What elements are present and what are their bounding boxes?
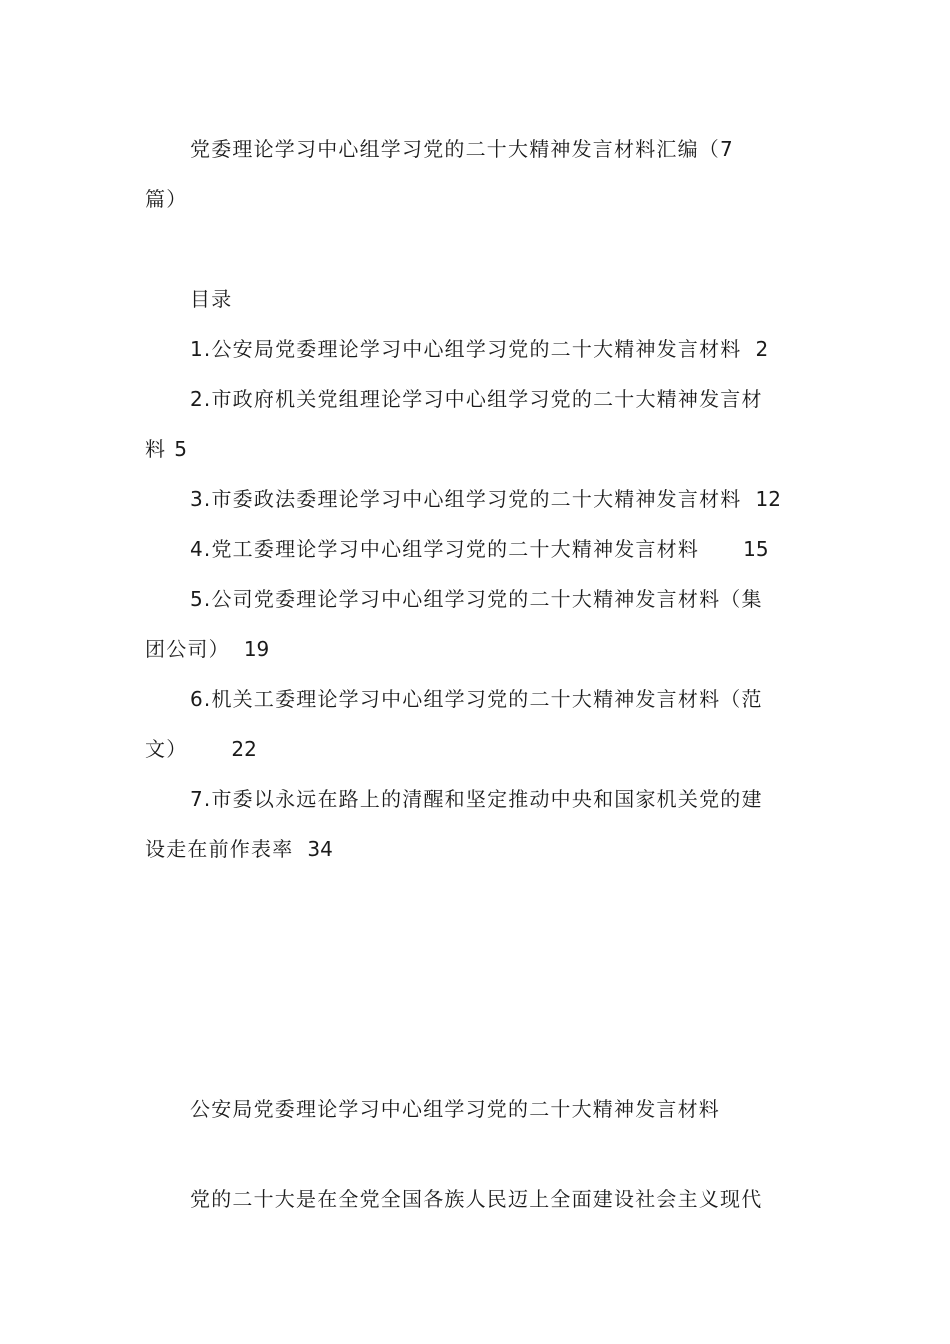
toc-page-number: 22 [231, 737, 257, 761]
toc-item-text: 6.机关工委理论学习中心组学习党的二十大精神发言材料（范 [190, 687, 763, 711]
toc-item-text: 3.市委政法委理论学习中心组学习党的二十大精神发言材料 [190, 487, 742, 511]
toc-item-text: 4.党工委理论学习中心组学习党的二十大精神发言材料 [190, 537, 700, 561]
toc-item[interactable] [145, 774, 852, 824]
toc-item[interactable] [145, 524, 852, 574]
toc-page-number: 19 [243, 637, 270, 661]
toc-item-text: 设走在前作表率 [145, 837, 294, 861]
toc-heading: 目录 [190, 287, 233, 311]
toc-item[interactable] [145, 474, 852, 524]
toc-page-number: 2 [755, 337, 769, 361]
toc-page-number: 5 [174, 437, 187, 461]
toc-item-continued[interactable] [145, 424, 807, 474]
toc-item-continued[interactable] [145, 824, 807, 874]
toc-page-number: 12 [755, 487, 781, 511]
toc-item-text: 1.公安局党委理论学习中心组学习党的二十大精神发言材料 [190, 337, 742, 361]
section-title: 公安局党委理论学习中心组学习党的二十大精神发言材料 [190, 1097, 720, 1121]
document-title: 党委理论学习中心组学习党的二十大精神发言材料汇编（7 [190, 137, 734, 161]
toc-page-number: 15 [743, 537, 769, 561]
toc-item[interactable] [145, 324, 852, 374]
toc-item-continued[interactable] [145, 624, 807, 674]
toc-item-text: 7.市委以永远在路上的清醒和坚定推动中央和国家机关党的建 [190, 787, 763, 811]
toc-item[interactable] [145, 674, 852, 724]
toc-item-continued[interactable] [145, 724, 807, 774]
toc-item-text: 2.市政府机关党组理论学习中心组学习党的二十大精神发言材 [190, 387, 763, 411]
body-paragraph: 党的二十大是在全党全国各族人民迈上全面建设社会主义现代 [190, 1187, 763, 1211]
toc-item-text: 5.公司党委理论学习中心组学习党的二十大精神发言材料（集 [190, 587, 763, 611]
toc-item-text: 料 [145, 437, 167, 461]
toc-item[interactable] [145, 374, 852, 424]
toc-item-text: 团公司） [145, 637, 230, 661]
document-title-continued: 篇） [145, 187, 188, 211]
toc-item[interactable] [145, 574, 852, 624]
toc-page-number: 34 [307, 837, 333, 861]
toc-item-text: 文） [145, 737, 188, 761]
